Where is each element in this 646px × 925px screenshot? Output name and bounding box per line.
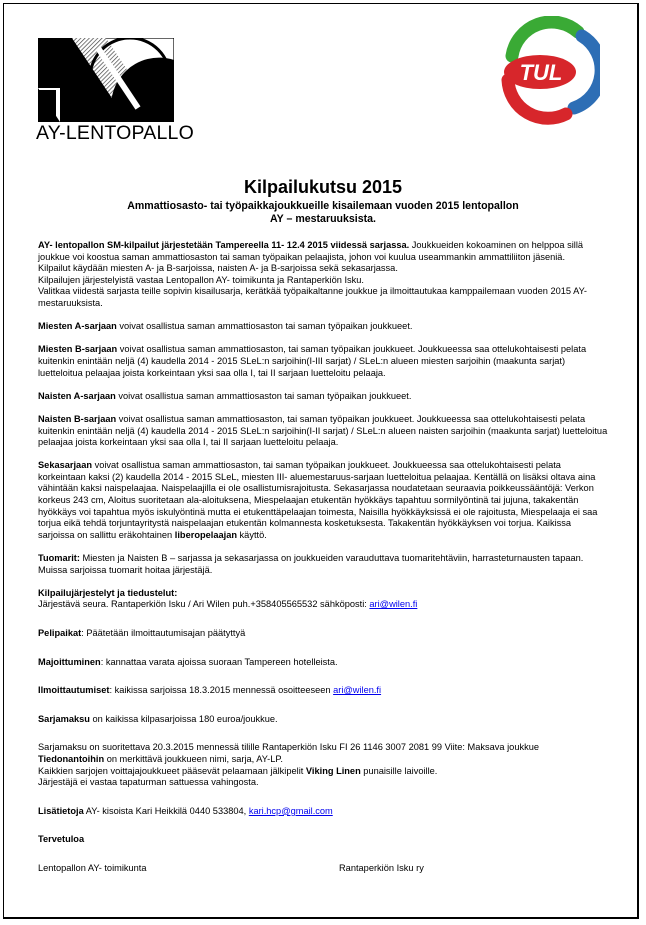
miesten-a-label: Miesten A-sarjaan: [38, 321, 117, 332]
signature-right: Rantaperkiön Isku ry: [339, 862, 424, 873]
maksu-line-4: Järjestäjä ei vastaa tapaturman sattuessa vahingosta.: [38, 777, 259, 788]
intro-bold: AY- lentopallon SM-kilpailut järjestetään Tampereella 11- 12.4 2015 viidessä sarjassa.: [38, 240, 410, 250]
lisatietoja-label: Lisätietoja: [38, 805, 84, 816]
naisten-b-text: voivat osallistua saman ammattiosaston, tai saman työpaikan joukkueet. Joukkueessa saa ottelukohtaisesti pelata kuitenkin enintään neljä (4) kaudella 2014 - 2015 SLeL:n sarjoihin(I-II sarjat) / SLeL:n alueen naisten sarjoihin (maakunta sarjat) luetteloitua pelaajaa joista korkeintaan yksi saa olla I, tai II sarjaan luetteloitu pelaaja.: [38, 413, 608, 448]
tuomarit-paragraph: [38, 553, 608, 576]
viking-pre: Kaikkien sarjojen voittajajoukkueet pääsevät pelaamaan jälkipelit: [38, 765, 306, 776]
naisten-a-paragraph: [38, 391, 608, 403]
naisten-a-label: Naisten A-sarjaan: [38, 390, 116, 401]
tervetuloa-text: Tervetuloa: [38, 834, 85, 845]
ilmoittautumiset-text: : kaikissa sarjoissa 18.3.2015 mennessä osoitteeseen: [109, 685, 334, 696]
miesten-a-text: voivat osallistua saman ammattiosaston tai saman työpaikan joukkueet.: [116, 321, 413, 332]
intro-line-3: Kilpailujen järjestelyistä vastaa Lentopallon AY- toimikunta ja Rantaperkiön Isku.: [38, 274, 364, 285]
pelipaikat-label: Pelipaikat: [38, 628, 82, 638]
miesten-a-paragraph: [38, 321, 608, 333]
tiedonantoihin-text: on merkittävä joukkueen nimi, sarja, AY-LP.: [104, 753, 283, 764]
seka-label: Sekasarjaan: [38, 460, 93, 471]
tul-logo-text: TUL: [519, 60, 563, 85]
maksu-line-2: [38, 754, 608, 766]
sarjamaksu-paragraph: [38, 714, 608, 726]
viking-line-bold: Viking Linen: [305, 765, 361, 776]
ilmoittautumiset-paragraph: [38, 685, 608, 697]
ilmoittautumiset-label: Ilmoittautumiset: [38, 685, 110, 696]
tuomarit-label: Tuomarit:: [38, 553, 80, 564]
ay-lentopallo-text: AY-LENTOPALLO: [36, 122, 194, 144]
ay-logo-graphic: [38, 38, 174, 122]
tuomarit-text: Miesten ja Naisten B – sarjassa ja sekasarjassa on joukkueiden varauduttava tuomaritehtäviin, harrasteturnausten tapaan. Muissa sarjoissa tuomarit hoitaa järjestäjä.: [38, 553, 584, 575]
majoittuminen-label: Majoittuminen: [38, 656, 101, 667]
signatures: [38, 863, 608, 875]
seka-paragraph: [38, 460, 608, 541]
letter-body: [38, 240, 608, 875]
viking-post: punaisille laivoille.: [360, 765, 438, 776]
seka-tail: käyttö.: [236, 529, 267, 540]
intro-line-4: Valitkaa viidestä sarjasta teille sopivin kisailusarja, kerätkää työpaikaltanne joukkue ja ilmoittautukaa kamppailemaan vuoden 2015 AY- mestaruuksista.: [38, 286, 587, 308]
miesten-b-paragraph: [38, 344, 608, 379]
lisatietoja-paragraph: [38, 806, 608, 818]
signature-left: Lentopallon AY- toimikunta: [38, 862, 147, 873]
maksu-line-3: [38, 766, 608, 778]
miesten-b-label: Miesten B-sarjaan: [38, 344, 118, 355]
intro-text: Joukkueiden kokoaminen on helppoa sillä joukkue voi koostua saman ammattiosaston tai saman työpaikan pelaajista, johon voi kuulua useammankin ammattiliiton jäseniä.: [38, 240, 584, 262]
majoittuminen-paragraph: [38, 657, 608, 669]
lisatietoja-text: AY- kisoista Kari Heikkilä 0440 533804,: [83, 805, 249, 816]
libero-bold: liberopelaajan: [174, 529, 237, 540]
subtitle: [0, 200, 646, 226]
seka-text: voivat osallistua saman ammattiosaston, tai saman työpaikan joukkueet. Joukkueessa saa ottelukohtaisesti pelata korkeintaan kaksi (2) kaudella 2014 - 2015 SLeL, miesten III- aluemestaruus-sarjaan luetteloitua pelaajaa. Kentällä on lisäksi oltava aina vähintään kaksi naispelaajaa. Naispelaajilla ei ole osallistumisrajoitusta. Sekasarjassa noudatetaan seuraavia poikkeussääntöjä: Verkon korkeus 243 cm, Aloitus suoritetaan ala-aloituksena, Miespelaajan etukentän hyökkäys tapahtuu sormilyöntinä tai jujuna, takakentän hyökkäys voi tapahtua myös iskulyöntinä mutta ei etukenttäpelaajan toimesta, Naisilla hyökkäyksissä ei ole rajoitusta, Miespelaaja ei saa torjua eikä tehdä torjuntayritystä naispelaajan etukentän kolmannesta kosketuksesta. Takakentän hyökkäyksen voi torjua. Kaikissa sarjoissa on sallittu eräkohtainen: [38, 460, 598, 540]
intro-paragraph: [38, 240, 608, 263]
tul-logo-graphic: [492, 16, 600, 128]
subtitle-line-2: AY – mestaruuksista.: [270, 213, 376, 225]
tiedonantoihin-label: Tiedonantoihin: [38, 753, 105, 764]
intro-line-2: Kilpailut käydään miesten A- ja B-sarjoissa, naisten A- ja B-sarjoissa sekä sekasarjassa.: [38, 263, 398, 274]
subtitle-line-1: Ammattiosasto- tai työpaikkajoukkueille kisailemaan vuoden 2015 lentopallon: [127, 200, 519, 212]
pelipaikat-paragraph: [38, 628, 608, 640]
organizer-email-link[interactable]: ari@wilen.fi: [369, 599, 418, 610]
sarjamaksu-label: Sarjamaksu: [38, 713, 90, 724]
jarjestelyt-heading: [38, 588, 608, 600]
sarjamaksu-text: on kaikissa kilpasarjoissa 180 euroa/joukkue.: [89, 713, 278, 724]
miesten-b-text: voivat osallistua saman ammattiosaston, tai saman työpaikan joukkueet. Joukkueessa saa ottelukohtaisesti pelata kuitenkin enintään neljä (4) kaudella 2014 - 2015 SLeL:n sarjoihin(I-III sarjat) / SLeL:n alueen miesten sarjoihin (maakunta sarjat) luetteloitua pelaajaa joista korkeintaan yksi saa olla I, tai II sarjaan luetteloitu pelaaja.: [38, 344, 587, 378]
naisten-a-text: voivat osallistua saman ammattiosaston tai saman työpaikan joukkueet.: [115, 390, 412, 401]
info-email-link[interactable]: kari.hcp@gmail.com: [248, 805, 333, 816]
pelipaikat-text: : Päätetään ilmoittautumisajan päätyttyä: [81, 628, 246, 638]
naisten-b-label: Naisten B-sarjaan: [38, 413, 117, 424]
tul-logo: [492, 16, 600, 128]
maksu-line-1: Sarjamaksu on suoritettava 20.3.2015 mennessä tilille Rantaperkiön Isku FI 26 1146 3007 2081 99 Viite: Maksava joukkue: [38, 742, 540, 753]
page-title: Kilpailukutsu 2015: [243, 177, 403, 197]
tervetuloa: [38, 834, 608, 846]
majoittuminen-text: : kannattaa varata ajoissa suoraan Tampereen hotelleista.: [100, 656, 338, 667]
jarjestelyt-label: Kilpailujärjestelyt ja tiedustelut:: [38, 587, 178, 598]
registration-email-link[interactable]: ari@wilen.fi: [333, 685, 382, 696]
jarjestelyt-paragraph: [38, 599, 608, 611]
naisten-b-paragraph: [38, 414, 608, 449]
jarjestelyt-text: Järjestävä seura. Rantaperkiön Isku / Ari Wilen puh.+358405565532 sähköposti:: [38, 599, 370, 610]
